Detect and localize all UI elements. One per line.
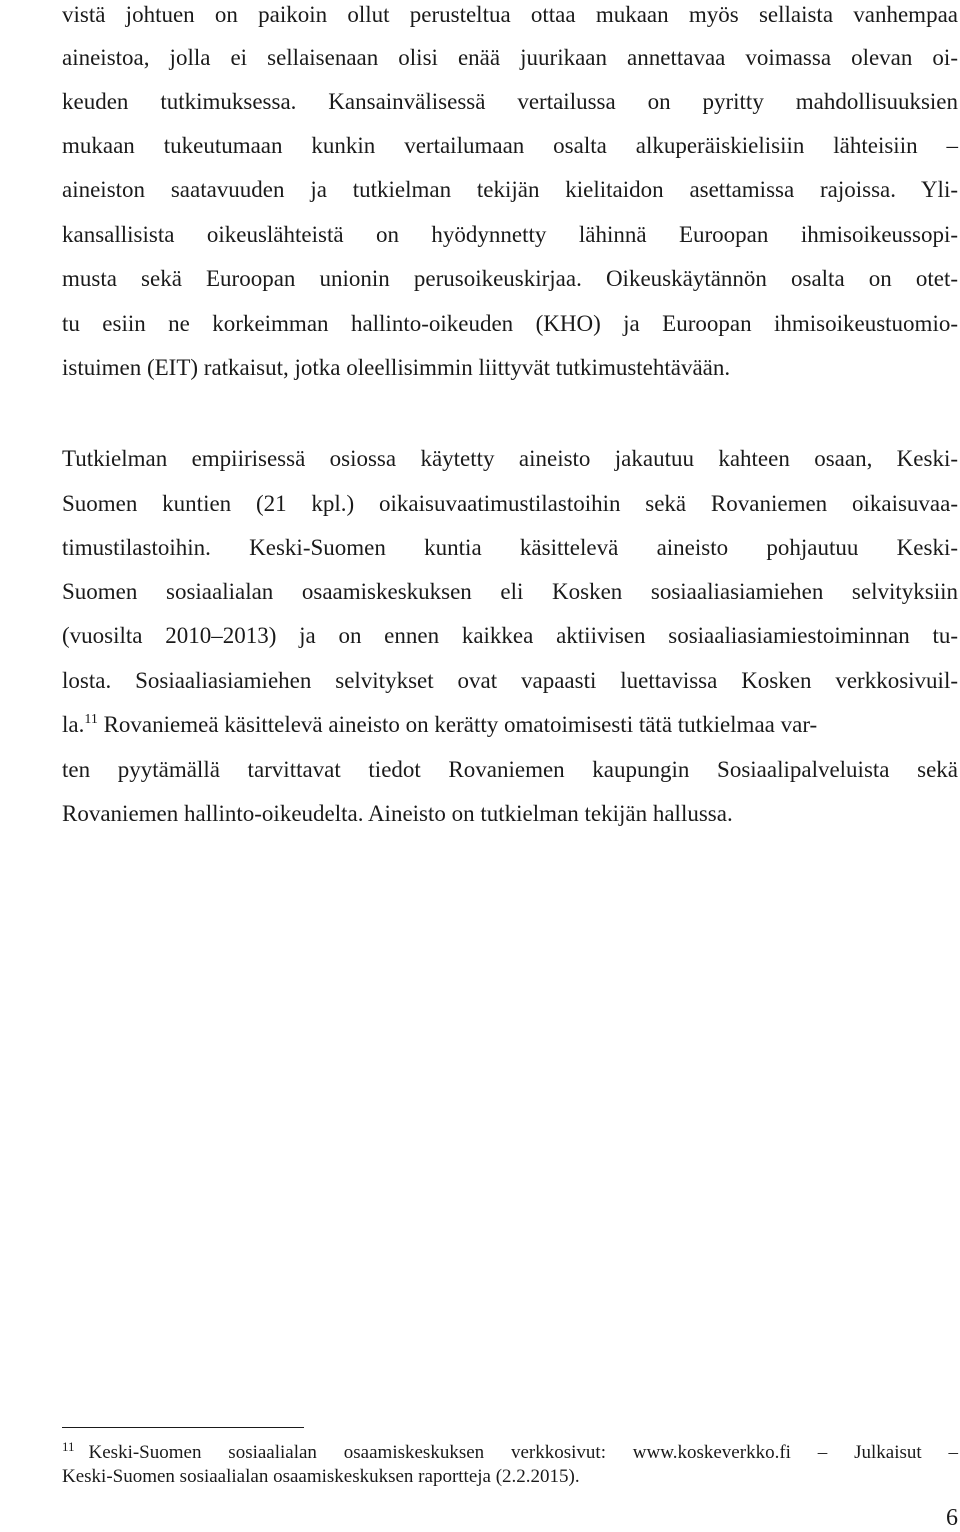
text-line: kansallisista oikeuslähteistä on hyödynnetty lähinnä Euroopan ihmisoikeussopi- <box>62 222 958 247</box>
text-line: (vuosilta 2010–2013) ja on ennen kaikkea aktiivisen sosiaaliasiamiestoiminnan tu- <box>62 623 958 648</box>
text-line: tu esiin ne korkeimman hallinto-oikeuden (KHO) ja Euroopan ihmisoikeustuomio- <box>62 311 958 336</box>
footnote-reference[interactable]: 11 <box>84 712 98 727</box>
text-line: Suomen sosiaalialan osaamiskeskuksen eli Kosken sosiaaliasiamiehen selvityksiin <box>62 579 958 604</box>
text-line: istuimen (EIT) ratkaisut, jotka oleellisimmin liittyvät tutkimustehtävään. <box>62 355 731 380</box>
text-line: musta sekä Euroopan unionin perusoikeuskirjaa. Oikeuskäytännön osalta on otet- <box>62 266 958 291</box>
text-line: vistä johtuen on paikoin ollut perusteltua ottaa mukaan myös sellaista vanhempaa <box>62 2 958 27</box>
footnote-text: Keski-Suomen sosiaalialan osaamiskeskuksen verkkosivut: www.koskeverkko.fi – Julkaisut – <box>88 1442 958 1463</box>
text-line: mukaan tukeutumaan kunkin vertailumaan osalta alkuperäiskielisiin lähteisiin – <box>62 133 958 158</box>
text-line: timustilastoihin. Keski-Suomen kuntia käsittelevä aineisto pohjautuu Keski- <box>62 535 958 560</box>
footnote-separator <box>62 1427 304 1428</box>
text-line: keuden tutkimuksessa. Kansainvälisessä vertailussa on pyritty mahdollisuuksien <box>62 89 958 114</box>
text-fragment: Rovaniemeä käsittelevä aineisto on kerätty omatoimisesti tätä tutkielmaa var- <box>103 712 818 737</box>
text-fragment: la. <box>62 712 85 737</box>
text-line-with-footnote-ref <box>62 710 958 740</box>
text-line: aineistoa, jolla ei sellaisenaan olisi enää juurikaan annettavaa voimassa olevan oi- <box>62 45 958 70</box>
text-line: Suomen kuntien (21 kpl.) oikaisuvaatimustilastoihin sekä Rovaniemen oikaisuvaa- <box>62 491 958 516</box>
footnote-number: 11 <box>62 1439 75 1454</box>
text-line: losta. Sosiaaliasiamiehen selvitykset ovat vapaasti luettavissa Kosken verkkosivuil- <box>62 668 958 693</box>
footnote-line <box>62 1441 958 1465</box>
text-line: ten pyytämällä tarvittavat tiedot Rovaniemen kaupungin Sosiaalipalveluista sekä <box>62 757 958 782</box>
footnote-line: Keski-Suomen sosiaalialan osaamiskeskuksen raportteja (2.2.2015). <box>62 1466 580 1487</box>
text-line: Rovaniemen hallinto-oikeudelta. Aineisto on tutkielman tekijän hallussa. <box>62 801 733 826</box>
text-line: Tutkielman empiirisessä osiossa käytetty aineisto jakautuu kahteen osaan, Keski- <box>62 446 958 471</box>
page-number: 6 <box>946 1505 958 1531</box>
text-line: aineiston saatavuuden ja tutkielman tekijän kielitaidon asettamissa rajoissa. Yli- <box>62 177 958 202</box>
